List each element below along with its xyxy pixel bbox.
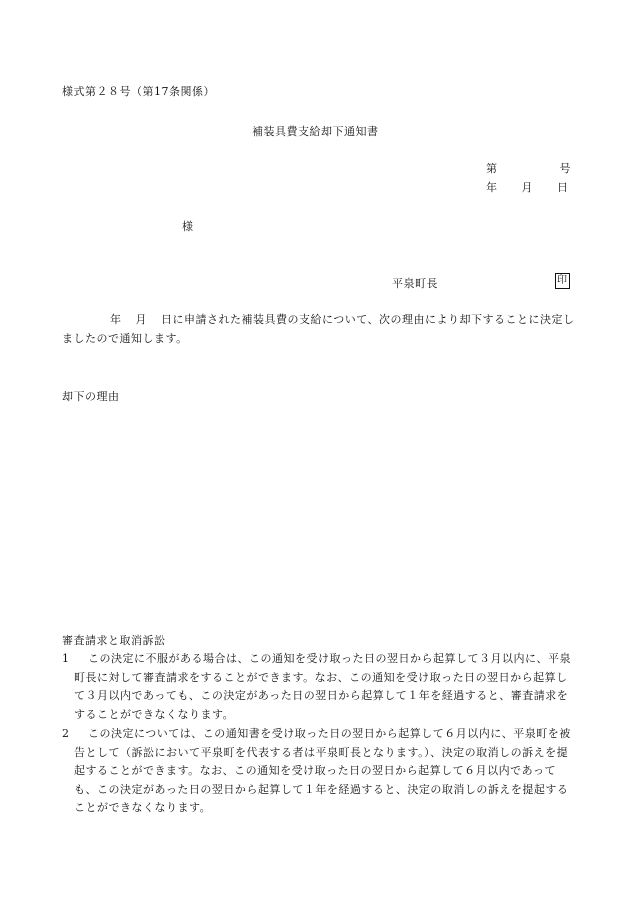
date-day: 日 (557, 181, 569, 194)
clause-text: この決定については、この通知書を受け取った日の翌日から起算して６月以内に、平泉町を被告として（訴訟において平泉町を代表する者は平泉町長となります。）、決定の取消しの訴えを提起することができます。なお、この通知を受け取った日の翌日から起算して６月以内であっても、この決定があった日の翌日から起算して１年を経過すると、決定の取消しの訴えを提起することができなくなります。 (74, 727, 571, 815)
clause-text: この決定に不服がある場合は、この通知を受け取った日の翌日から起算して３月以内に、平泉町長に対して審査請求をすることができます。なお、この通知を受け取った日の翌日から起算して３月以内であっても、この決定があった日の翌日から起算して１年を経過すると、審査請求をすることができなくなります。 (74, 652, 571, 721)
document-number-line (486, 160, 571, 176)
form-number: 様式第２８号（第17条関係） (62, 85, 215, 98)
document-title: 補装具費支給却下通知書 (252, 125, 379, 138)
date-year: 年 (486, 181, 498, 194)
clause-number: 2 (62, 727, 70, 740)
appeal-clause-1 (62, 650, 577, 724)
clause-number: 1 (62, 652, 70, 665)
recipient-honorific: 様 (182, 220, 194, 233)
seal-mark: 印 (555, 273, 570, 289)
appeal-section-heading: 審査請求と取消訴訟 (62, 634, 166, 647)
appeal-clause-2 (62, 725, 577, 818)
issuer-name: 平泉町長 (392, 277, 438, 290)
number-suffix: 号 (559, 162, 571, 175)
date-month: 月 (521, 181, 533, 194)
number-prefix: 第 (486, 162, 498, 175)
rejection-reason-heading: 却下の理由 (62, 390, 120, 403)
body-month: 月 (135, 313, 147, 326)
document-date-line (486, 179, 569, 195)
body-year: 年 (110, 313, 122, 326)
notice-body (62, 310, 577, 348)
body-text: 日に申請された補装具費の支給について、次の理由により却下することに決定しましたので通知します。 (62, 313, 575, 345)
